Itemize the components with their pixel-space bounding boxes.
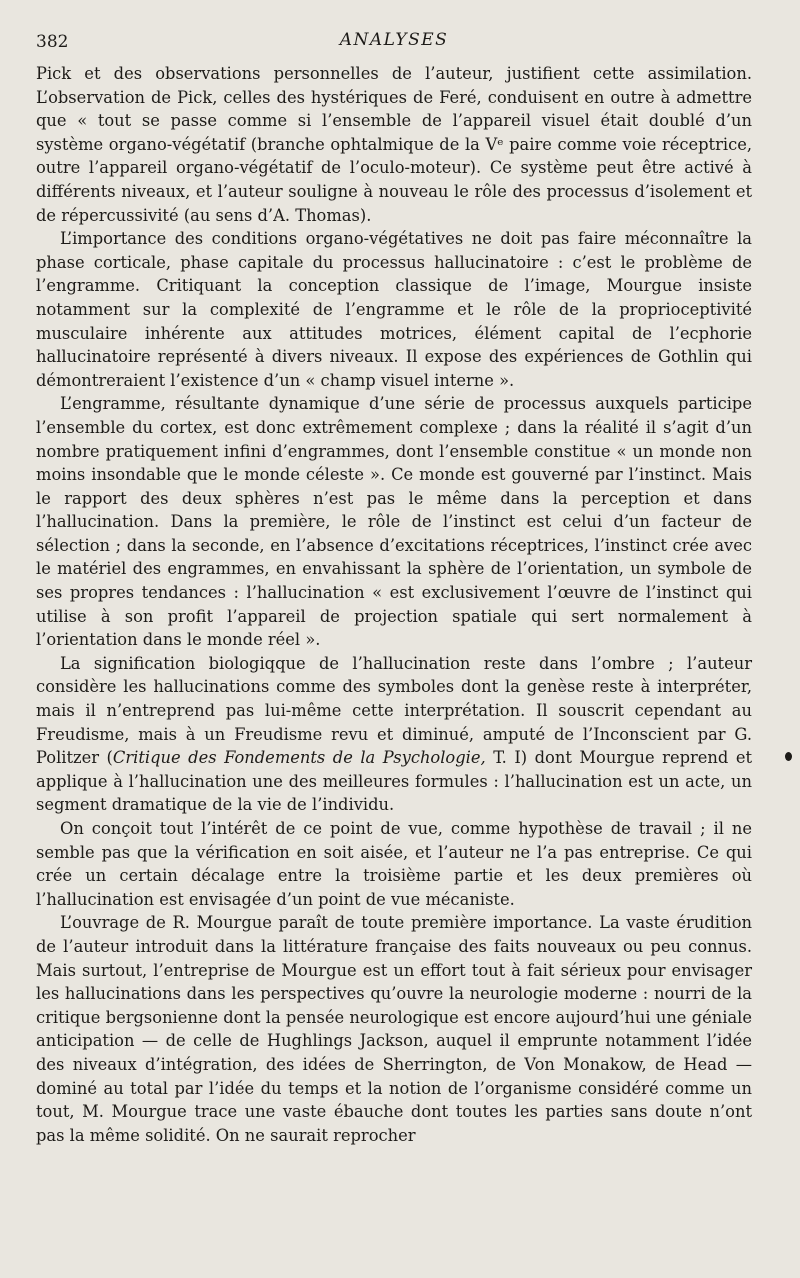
paragraph-3: L’engramme, résultante dynamique d’une série de processus auxquels participe l’ensemble du cortex, est donc extrêmement complexe ; dans la réalité il s’agit d’un nombre pratiquement infini d’engrammes, dont l’ensemble constitue « un monde non moins insondable que le monde céleste ». Ce monde est gouverné par l’instinct. Mais le rapport des deux sphères n’est pas le même dans la perception et dans l’hallucination. Dans la première, le rôle de l’instinct est celui d’un facteur de sélection ; dans la seconde, en l’absence d’excitations réceptrices, l’instinct crée avec le matériel des engrammes, en envahissant la sphère de l’orientation, un symbole de ses propres tendances : l’hallucination « est exclusivement l’œuvre de l’instinct qui utilise à son profit l’appareil de projection spatiale qui sert normalement à l’orientation dans le monde réel ». — [36, 394, 752, 650]
margin-mark — [785, 752, 792, 761]
cited-work-title: Critique des Fondements de la Psychologie, — [112, 748, 486, 768]
paragraph-5: On conçoit tout l’intérêt de ce point de vue, comme hypothèse de travail ; il ne semble pas que la vérification en soit aisée, et l’auteur ne l’a pas entreprise. Ce qui crée un certain décalage entre la troisième partie et les deux premières où l’hallucination est envisagée d’un point de vue mécaniste. — [36, 819, 752, 909]
paragraph-4-text-after: T. I) dont Mourgue reprend et applique à l’hallucination une des meilleures formules : l’hallucination est un acte, un segment dramatique de la vie de l’individu. — [36, 748, 753, 815]
paragraph-4-text-before: La signification biologiqque de l’hallucination reste dans l’ombre ; l’auteur considère les hallucinations comme des symboles dont la genèse reste à interpréter, mais il n’entreprend pas lui-même cette interprétation. Il souscrit cependant au Freudisme, mais à un Freudisme revu et diminué, amputé de l’Inconscient par G. Politzer ( — [36, 653, 752, 768]
paragraph-1: Pick et des observations personnelles de l’auteur, justifient cette assimilation. L’observation de Pick, celles des hystériques de Feré, conduisent en outre à admettre que « tout se passe comme si l’ensemble de l’appareil visuel était doublé d’un système organo-végétatif (branche ophtalmique de la Vᵉ paire comme voie réceptrice, outre l’appareil organo-végétatif de l’oculo-moteur). Ce système peut être activé à différents niveaux, et l’auteur souligne à nouveau le rôle des processus d’isolement et de répercussivité (au sens d’A. Thomas). — [36, 64, 752, 225]
running-title: ANALYSES — [339, 30, 449, 50]
body-text — [36, 62, 752, 1147]
page-number: 382 — [36, 32, 69, 52]
paragraph-4 — [36, 652, 752, 817]
page-header — [36, 26, 752, 62]
paragraph-6: L’ouvrage de R. Mourgue paraît de toute première importance. La vaste érudition de l’auteur introduit dans la littérature française des faits nouveaux ou peu connus. Mais surtout, l’entreprise de Mourgue est un effort tout à fait sérieux pour envisager les hallucinations dans les perspectives qu’ouvre la neurologie moderne : nourri de la critique bergsonienne dont la pensée neurologique est encore aujourd’hui une géniale anticipation — de celle de Hughlings Jackson, auquel il emprunte notamment l’idée des niveaux d’intégration, des idées de Sherrington, de Von Monakow, de Head — dominé au total par l’idée du temps et la notion de l’organisme considéré comme un tout, M. Mourgue trace une vaste ébauche dont toutes les parties sans doute n’ont pas la même solidité. On ne saurait reprocher — [36, 913, 752, 1145]
paragraph-2: L’importance des conditions organo-végétatives ne doit pas faire méconnaître la phase corticale, phase capitale du processus hallucinatoire : c’est le problème de l’engramme. Critiquant la conception classique de l’image, Mourgue insiste notamment sur la complexité de l’engramme et le rôle de la proprioceptivité musculaire inhérente aux attitudes motrices, élément capital de l’ecphorie hallucinatoire représenté à divers niveaux. Il expose des expériences de Gothlin qui démontreraient l’existence d’un « champ visuel interne ». — [36, 229, 752, 390]
